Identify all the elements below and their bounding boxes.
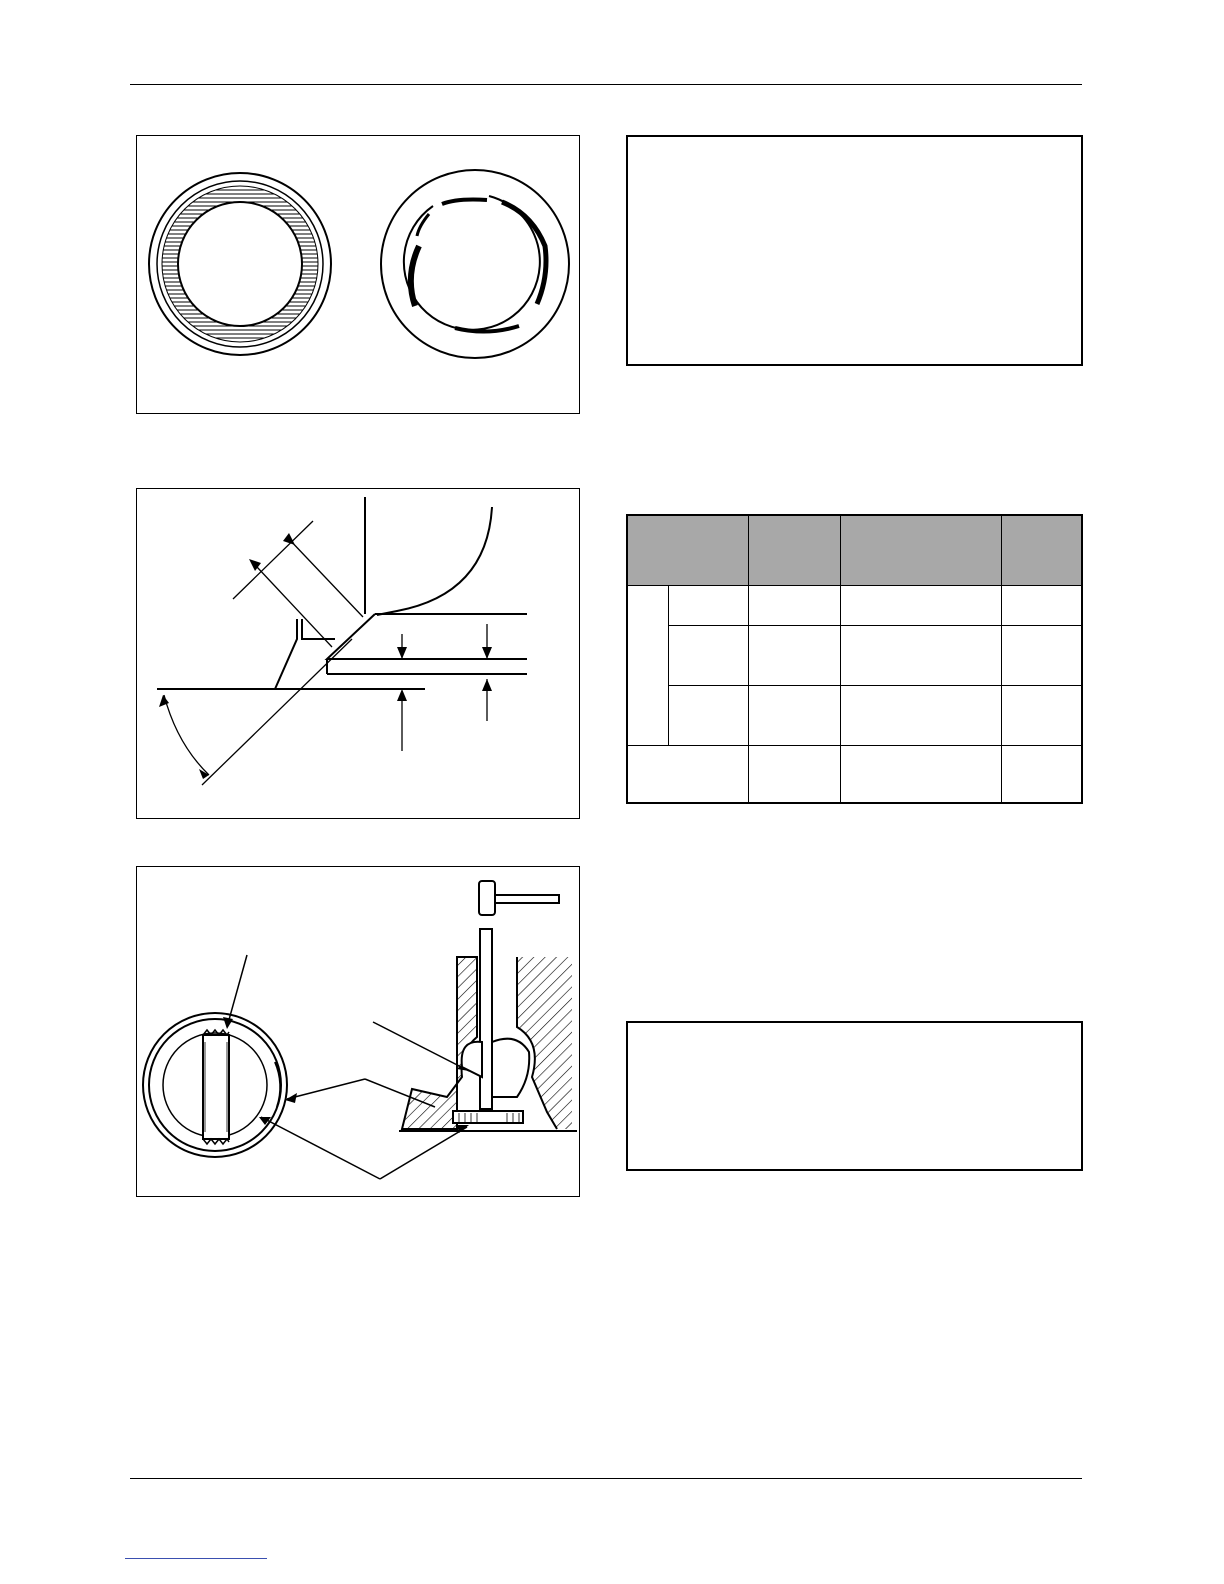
table-cell [840,745,1001,803]
table-row [627,585,1082,625]
table-cell [1001,685,1082,745]
table-cell [840,625,1001,685]
caution-box-bottom [626,1021,1083,1171]
bearing-drawing [137,136,581,415]
table-row [627,625,1082,685]
header-rule [130,84,1082,85]
table-cell [748,745,840,803]
table-cell [669,625,749,685]
valve-seat-spec-table [626,514,1083,804]
table-cell [1001,745,1082,803]
valve-seat-drawing [137,489,581,820]
cylinder-head-section [399,929,577,1131]
table-cell [627,745,748,803]
caution-box-top [626,135,1083,366]
footer-rule [130,1478,1082,1479]
footer-link-underline[interactable] [125,1558,267,1559]
table-cell [1001,625,1082,685]
table-cell [840,685,1001,745]
table-header-cell [748,515,840,585]
table-cell [669,685,749,745]
bearing-wear-comparison-figure [136,135,580,414]
valve-seat-removal-figure [136,866,580,1197]
seat-ring-top-view [143,1013,287,1157]
table-cell [748,585,840,625]
table-header-row [627,515,1082,585]
table-header-cell [840,515,1001,585]
table-row [627,685,1082,745]
table-row [627,745,1082,803]
valve-seat-angle-figure [136,488,580,819]
table-cell [748,625,840,685]
table-group-cell [627,585,669,745]
removal-drawing [137,867,581,1198]
worn-bearing-ring [381,170,569,358]
table-header-cell [627,515,748,585]
table-cell [748,685,840,745]
table-cell [840,585,1001,625]
good-bearing-ring [149,173,331,355]
hammer-icon [479,881,559,915]
table-header-cell [1001,515,1082,585]
table-cell [1001,585,1082,625]
table-cell [669,585,749,625]
